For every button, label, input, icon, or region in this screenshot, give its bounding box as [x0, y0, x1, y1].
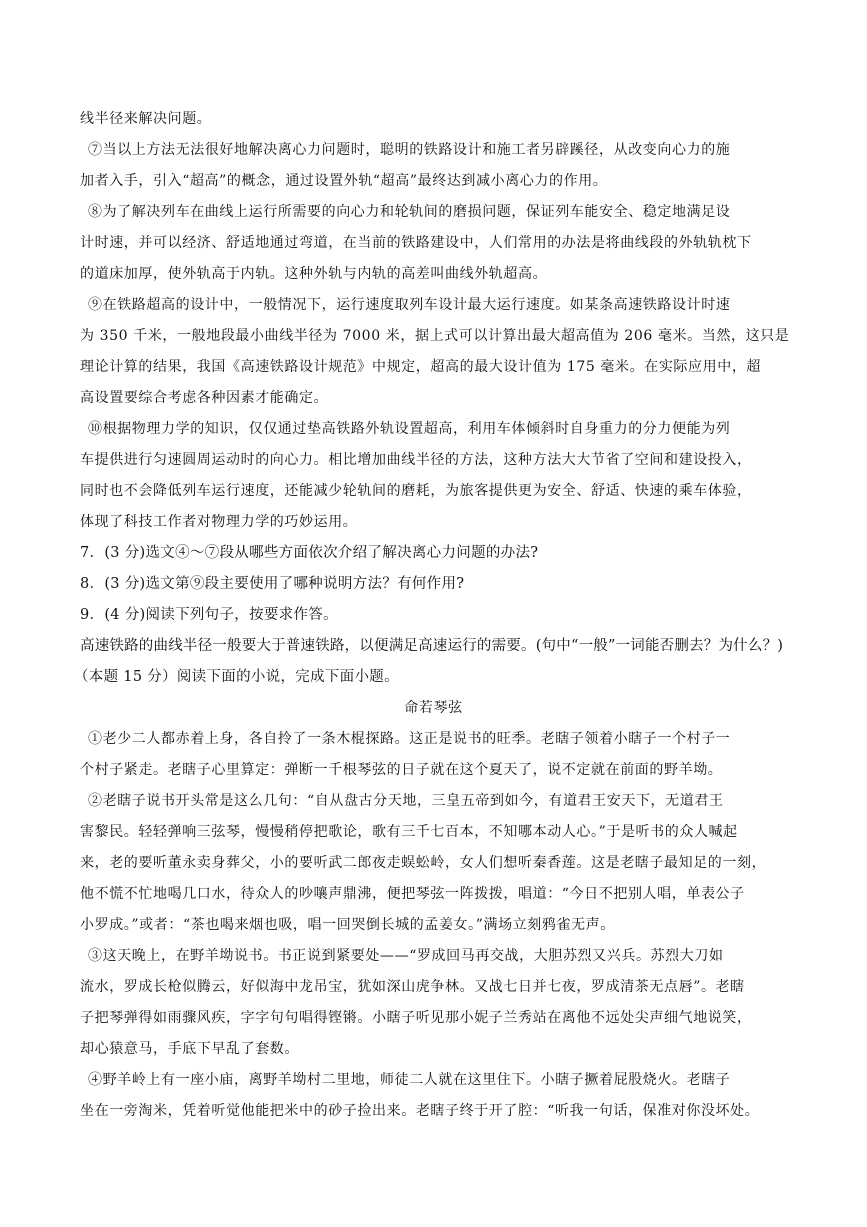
paragraph-10-line-2: 车提供进行匀速圆周运动时的向心力。相比增加曲线半径的方法，这种方法大大节省了空间和建设投入， — [80, 452, 752, 468]
question-8: 8．(3 分)选文第⑨段主要使用了哪种说明方法？有何作用? — [80, 576, 465, 592]
story-p4-line-1: ④野羊岭上有一座小庙，离野羊坳村二里地，师徒二人就在这里住下。小瞎子撅着屁股烧火。老瞎子 — [88, 1072, 731, 1088]
question-7: 7．(3 分)选文④～⑦段从哪些方面依次介绍了解决离心力问题的办法? — [80, 545, 539, 561]
story-p4-line-2: 坐在一旁淘米，凭着听觉他能把米中的砂子捡出来。老瞎子终于开了腔：“听我一句话，保准对你没坏处。 — [80, 1103, 760, 1119]
paragraph-7-line-1: ⑦当以上方法无法很好地解决离心力问题时，聪明的铁路设计和施工者另辟蹊径，从改变向心力的施 — [88, 142, 731, 158]
story-p3-line-4: 却心猿意马，手底下早乱了套数。 — [80, 1041, 299, 1057]
story-p1-line-1: ①老少二人都赤着上身，各自拎了一条木棍探路。这正是说书的旺季。老瞎子领着小瞎子一个村子一 — [88, 731, 731, 747]
story-p1-line-2: 个村子紧走。老瞎子心里算定：弹断一千根琴弦的日子就在这个夏天了，说不定就在前面的野羊坳。 — [80, 762, 723, 778]
question-9-sentence: 高速铁路的曲线半径一般要大于普速铁路，以便满足高速运行的需要。(句中“一般”一词能否删去？为什么？) — [80, 638, 784, 654]
question-9: 9．(4 分)阅读下列句子，按要求作答。 — [80, 607, 338, 623]
paragraph-7-line-2: 加者入手，引入“超高”的概念，通过设置外轨“超高”最终达到减小离心力的作用。 — [80, 173, 608, 189]
paragraph-9-line-1: ⑨在铁路超高的设计中，一般情况下，运行速度取列车设计最大运行速度。如某条高速铁路设计时速 — [88, 297, 731, 313]
story-title: 命若琴弦 — [404, 700, 463, 716]
paragraph-8-line-3: 的道床加厚，使外轨高于内轨。这种外轨与内轨的高差叫曲线外轨超高。 — [80, 266, 548, 282]
paragraph-9-line-4: 高设置要综合考虑各种因素才能确定。 — [80, 390, 329, 406]
story-p3-line-3: 子把琴弹得如雨骤风疾，字字句句唱得铿锵。小瞎子听见那小妮子兰秀站在离他不远处尖声细气地说笑， — [80, 1010, 752, 1026]
paragraph-9-line-2: 为 350 千米，一般地段最小曲线半径为 7000 米，据上式可以计算出最大超高值为 206 毫米。当然，这只是 — [80, 328, 790, 344]
paragraph-9-line-3: 理论计算的结果，我国《高速铁路设计规范》中规定，超高的最大设计值为 175 毫米。在实际应用中，超 — [80, 359, 762, 375]
paragraph-10-line-3: 同时也不会降低列车运行速度，还能减少轮轨间的磨耗，为旅客提供更为安全、舒适、快速的乘车体验， — [80, 483, 752, 499]
story-p3-line-1: ③这天晚上，在野羊坳说书。书正说到紧要处——“罗成回马再交战，大胆苏烈又兴兵。苏烈大刀如 — [88, 948, 724, 964]
story-p2-line-4: 他不慌不忙地喝几口水，待众人的吵嚷声鼎沸，便把琴弦一阵拨拨，唱道：“今日不把别人唱，单表公子 — [80, 886, 745, 902]
article-line: 线半径来解决问题。 — [80, 111, 212, 127]
story-p2-line-5: 小罗成。”或者：“茶也喝来烟也吸，唱一回哭倒长城的孟姜女。”满场立刻鸦雀无声。 — [80, 917, 615, 933]
paragraph-8-line-1: ⑧为了解决列车在曲线上运行所需要的向心力和轮轨间的磨损问题，保证列车能安全、稳定地满足设 — [88, 204, 731, 220]
story-p3-line-2: 流水，罗成长枪似腾云，好似海中龙吊宝，犹如深山虎争林。又战七日并七夜，罗成清茶无点唇”。老瞎 — [80, 979, 745, 995]
paragraph-10-line-4: 体现了科技工作者对物理力学的巧妙运用。 — [80, 514, 358, 530]
story-p2-line-3: 来，老的要听董永卖身葬父，小的要听武二郎夜走蜈蚣岭，女人们想听秦香莲。这是老瞎子最知足的一刻， — [80, 855, 767, 871]
paragraph-10-line-1: ⑩根据物理力学的知识，仅仅通过垫高铁路外轨设置超高，利用车体倾斜时自身重力的分力便能为列 — [88, 421, 731, 437]
paragraph-8-line-2: 计时速，并可以经济、舒适地通过弯道，在当前的铁路建设中，人们常用的办法是将曲线段的外轨轨枕下 — [80, 235, 752, 251]
story-p2-line-1: ②老瞎子说书开头常是这么几句：“自从盘古分天地，三皇五帝到如今，有道君王安天下，无道君王 — [88, 793, 724, 809]
section-intro: （本题 15 分）阅读下面的小说，完成下面小题。 — [74, 669, 399, 685]
story-p2-line-2: 害黎民。轻轻弹响三弦琴，慢慢稍停把歌论，歌有三千七百本，不知哪本动人心。”于是听书的众人喊起 — [80, 824, 738, 840]
